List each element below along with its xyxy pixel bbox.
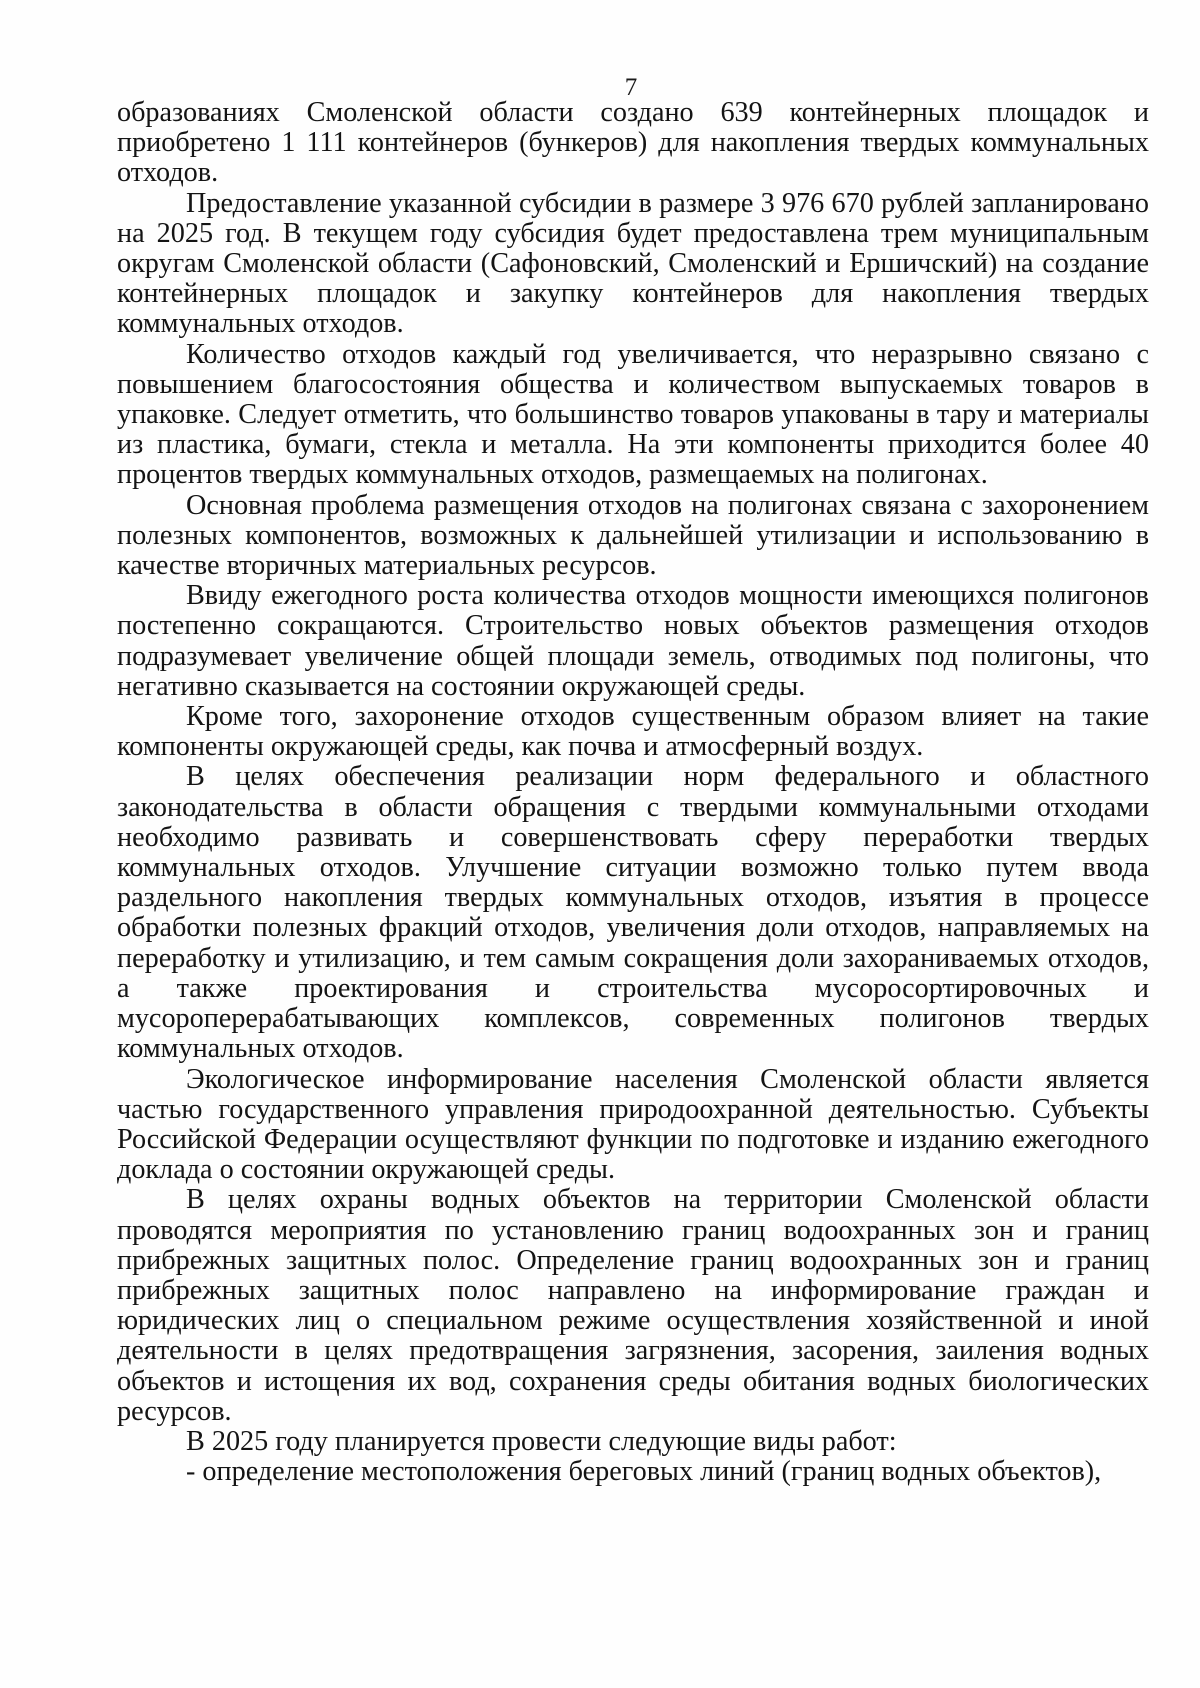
paragraph-water-protection: В целях охраны водных объектов на территории Смоленской области проводятся мероприятия по установлению границ водоохранных зон и границ прибрежных защитных полос. Определение границ водоохранных зон и границ прибрежных защитных полос направлено на информирование граждан и юридических лиц о специальном режиме осуществления хозяйственной и иной деятельности в целях предотвращения загрязнения, засорения, заиления водных объектов и истощения их вод, сохранения среды обитания водных биологических ресурсов.: [117, 1184, 1149, 1427]
paragraph-subsidy: Предоставление указанной субсидии в размере 3 976 670 рублей запланировано на 2025 год. В текущем году субсидия будет предоставлена трем муниципальным округам Смоленской области (Сафоновский, Смоленский и Ершичский) на создание контейнерных площадок и закупку контейнеров для накопления твердых коммунальных отходов.: [117, 187, 1149, 340]
paragraph-landfill-capacity: Ввиду ежегодного роста количества отходов мощности имеющихся полигонов постепенно сокращаются. Строительство новых объектов размещения отходов подразумевает увеличение общей площади земель, отводимых под полигоны, что негативно сказывается на состоянии окружающей среды.: [117, 580, 1149, 702]
paragraph-planned-works: В 2025 году планируется провести следующие виды работ:: [186, 1425, 897, 1457]
list-item-shorelines: - определение местоположения береговых линий (границ водных объектов),: [186, 1456, 1102, 1488]
paragraph-waste-growth: Количество отходов каждый год увеличивается, что неразрывно связано с повышением благосостояния общества и количеством выпускаемых товаров в упаковке. Следует отметить, что большинство товаров упакованы в тару и материалы из пластика, бумаги, стекла и металла. На эти компоненты приходится более 40 процентов твердых коммунальных отходов, размещаемых на полигонах.: [117, 338, 1149, 491]
paragraph-landfill-problem: Основная проблема размещения отходов на полигонах связана с захоронением полезных компонентов, возможных к дальнейшей утилизации и использованию в качестве вторичных материальных ресурсов.: [117, 489, 1149, 582]
page-number: 7: [624, 74, 638, 101]
paragraph-legislation: В целях обеспечения реализации норм федерального и областного законодательства в области обращения с твердыми коммунальными отходами необходимо развивать и совершенствовать сферу переработки твердых коммунальных отходов. Улучшение ситуации возможно только путем ввода раздельного накопления твердых коммунальных отходов, изъятия в процессе обработки полезных фракций отходов, увеличения доли отходов, направляемых на переработку и утилизацию, и тем самым сокращения доли захораниваемых отходов, а также проектирования и строительства мусоросортировочных и мусороперерабатывающих комплексов, современных полигонов твердых коммунальных отходов.: [117, 761, 1149, 1065]
paragraph-ecological-information: Экологическое информирование населения Смоленской области является частью государственного управления природоохранной деятельностью. Субъекты Российской Федерации осуществляют функции по подготовке и изданию ежегодного доклада о состоянии окружающей среды.: [117, 1063, 1149, 1186]
paragraph-environment-impact: Кроме того, захоронение отходов существенным образом влияет на такие компоненты окружающей среды, как почва и атмосферный воздух.: [117, 701, 1149, 763]
paragraph-containers-created: образованиях Смоленской области создано 639 контейнерных площадок и приобретено 1 111 контейнеров (бункеров) для накопления твердых коммунальных отходов.: [117, 97, 1149, 189]
document-body: [117, 98, 1149, 1487]
